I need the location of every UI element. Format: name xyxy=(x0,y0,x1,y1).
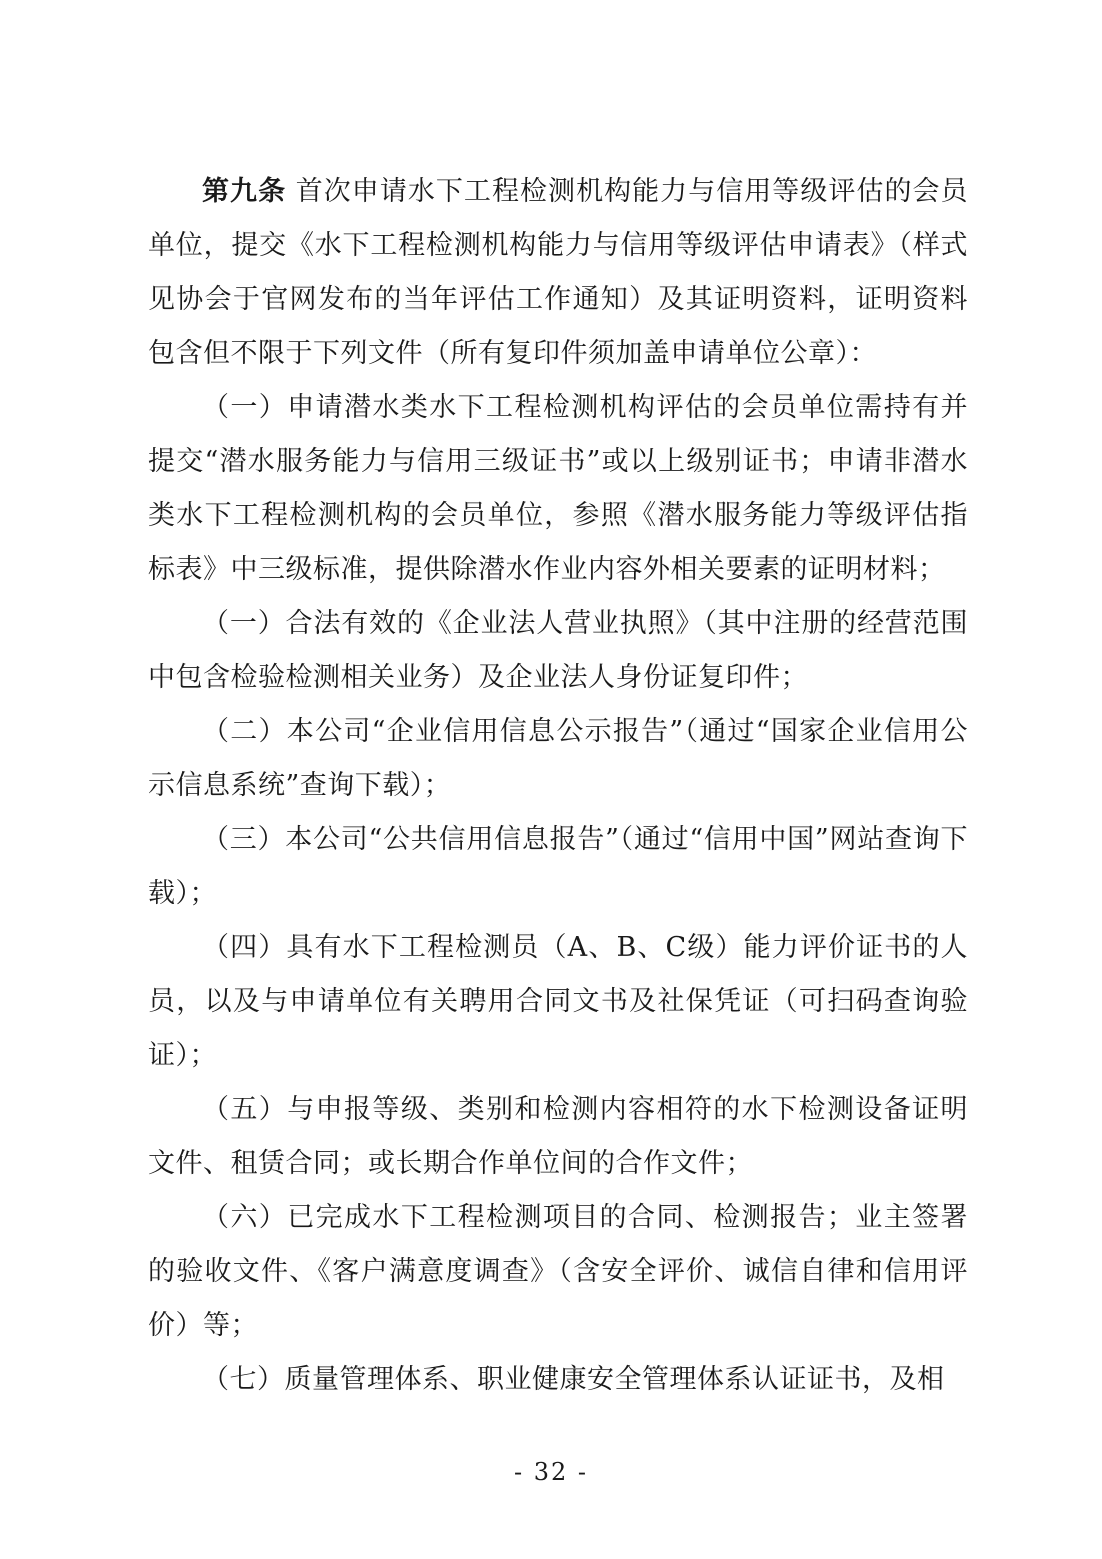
page-number: - 32 - xyxy=(513,1458,588,1486)
list-item: （一）合法有效的《企业法人营业执照》（其中注册的经营范围中包含检验检测相关业务）及企业法人身份证复印件； xyxy=(148,608,968,693)
list-item: （五）与申报等级、类别和检测内容相符的水下检测设备证明文件、租赁合同；或长期合作单位间的合作文件； xyxy=(148,1094,968,1179)
list-item: （三）本公司“公共信用信息报告”（通过“信用中国”网站查询下载）； xyxy=(148,824,968,909)
article-paragraph xyxy=(148,165,968,381)
list-item: （四）具有水下工程检测员（A、B、C级）能力评价证书的人员，以及与申请单位有关聘用合同文书及社保凭证（可扫码查询验证）； xyxy=(148,932,968,1071)
list-item: （七）质量管理体系、职业健康安全管理体系认证证书，及相 xyxy=(202,1364,945,1395)
article-text: 首次申请水下工程检测机构能力与信用等级评估的会员单位，提交《水下工程检测机构能力与信用等级评估申请表》（样式见协会于官网发布的当年评估工作通知）及其证明资料，证明资料包含但不限于下列文件（所有复印件须加盖申请单位公章）： xyxy=(148,176,969,369)
list-item: （二）本公司“企业信用信息公示报告”（通过“国家企业信用公示信息系统”查询下载）； xyxy=(148,716,968,801)
list-item: （一）申请潜水类水下工程检测机构评估的会员单位需持有并提交“潜水服务能力与信用三级证书”或以上级别证书；申请非潜水类水下工程检测机构的会员单位，参照《潜水服务能力等级评估指标表》中三级标准，提供除潜水作业内容外相关要素的证明材料； xyxy=(148,392,968,585)
list-item: （六）已完成水下工程检测项目的合同、检测报告；业主签署的验收文件、《客户满意度调查》（含安全评价、诚信自律和信用评价）等； xyxy=(148,1202,968,1341)
document-body xyxy=(148,165,968,1407)
article-label: 第九条 xyxy=(202,176,287,207)
